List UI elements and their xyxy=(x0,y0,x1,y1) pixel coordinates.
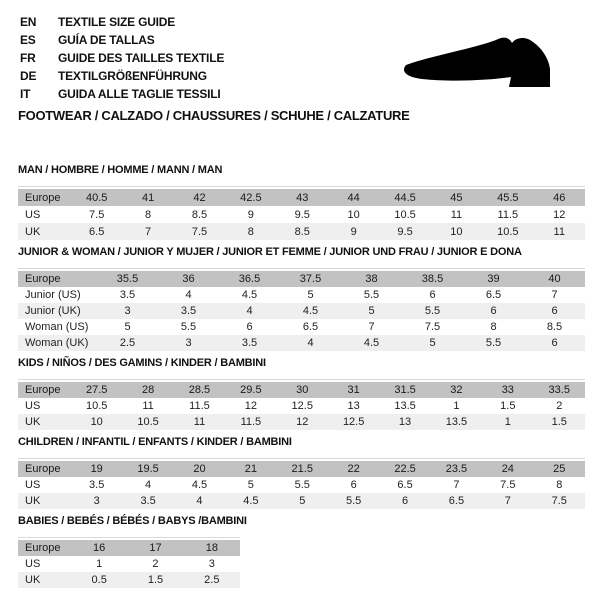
size-row xyxy=(18,414,585,430)
size-value-cell: 8 xyxy=(556,479,563,491)
size-row xyxy=(18,303,585,319)
size-value-cell: 19.5 xyxy=(122,459,173,477)
size-value-cell: 41 xyxy=(122,187,173,206)
size-value-cell: 6.5 xyxy=(302,321,319,333)
size-value-cell: 12.5 xyxy=(328,414,379,430)
size-value-cell: 9 xyxy=(328,223,379,240)
size-value-cell: 4.5 xyxy=(191,479,208,491)
size-value-cell: 20 xyxy=(174,459,225,477)
size-value-cell: 3 xyxy=(208,558,215,570)
size-region-header-row xyxy=(18,538,240,556)
size-value-cell: 5.5 xyxy=(463,335,524,351)
size-value-cell: 5 xyxy=(341,303,402,319)
size-value-cell: 4 xyxy=(145,479,152,491)
junior-woman-size-section xyxy=(18,246,585,351)
size-value-cell: 12.5 xyxy=(291,400,313,412)
row-label: Europe xyxy=(18,538,71,556)
size-value-cell: 11.5 xyxy=(497,208,519,221)
size-value-cell: 12 xyxy=(244,400,257,412)
size-value-cell: 10.5 xyxy=(482,223,533,240)
size-value-cell: 2 xyxy=(556,400,563,412)
size-value-cell: 8 xyxy=(145,208,152,221)
size-value-cell: 6.5 xyxy=(431,493,482,509)
size-row xyxy=(18,335,585,351)
language-code: DE xyxy=(20,69,37,83)
size-value-cell: 21 xyxy=(225,459,276,477)
size-value-cell: 6 xyxy=(524,335,585,351)
language-row-es xyxy=(20,31,224,49)
size-value-cell: 4 xyxy=(280,335,341,351)
size-value-cell: 8.5 xyxy=(546,321,563,333)
man-size-section xyxy=(18,164,585,240)
children-size-table xyxy=(18,458,585,509)
language-label: GUÍA DE TALLAS xyxy=(58,33,155,47)
size-value-cell: 45.5 xyxy=(482,187,533,206)
size-value-cell: 33.5 xyxy=(534,380,585,398)
size-value-cell: 6 xyxy=(379,493,430,509)
size-value-cell: 3.5 xyxy=(122,493,173,509)
size-value-cell: 1 xyxy=(453,400,460,412)
size-value-cell: 1 xyxy=(482,414,533,430)
size-value-cell: 10.5 xyxy=(122,414,173,430)
size-value-cell: 4 xyxy=(174,493,225,509)
size-value-cell: 38.5 xyxy=(402,269,463,287)
row-label: UK xyxy=(18,572,71,588)
size-value-cell: 6.5 xyxy=(397,479,413,491)
size-value-cell: 5 xyxy=(277,493,328,509)
size-region-header-row xyxy=(18,380,585,398)
size-value-cell: 10 xyxy=(71,414,122,430)
size-value-cell: 44.5 xyxy=(379,187,430,206)
size-value-cell: 1.5 xyxy=(127,572,183,588)
row-label: Europe xyxy=(18,187,71,206)
size-value-cell: 31.5 xyxy=(379,380,430,398)
row-label: US xyxy=(25,208,41,221)
size-value-cell: 22 xyxy=(328,459,379,477)
row-label: US xyxy=(25,400,41,412)
size-value-cell: 28.5 xyxy=(174,380,225,398)
section-title: MAN / HOMBRE / HOMME / MANN / MAN xyxy=(18,164,223,176)
size-value-cell: 10 xyxy=(431,223,482,240)
size-value-cell: 12 xyxy=(553,208,566,221)
size-value-cell: 11 xyxy=(534,223,585,240)
size-value-cell: 31 xyxy=(328,380,379,398)
language-row-fr xyxy=(20,49,224,67)
size-row xyxy=(18,319,585,335)
size-value-cell: 40 xyxy=(524,269,585,287)
size-value-cell: 3.5 xyxy=(119,289,136,301)
size-value-cell: 8 xyxy=(225,223,276,240)
size-value-cell: 2.5 xyxy=(97,335,158,351)
size-value-cell: 7.5 xyxy=(174,223,225,240)
size-value-cell: 5 xyxy=(402,335,463,351)
size-value-cell: 21.5 xyxy=(277,459,328,477)
size-value-cell: 7.5 xyxy=(89,208,105,221)
size-value-cell: 13 xyxy=(347,400,360,412)
language-label: TEXTILGRÖßENFÜHRUNG xyxy=(58,69,207,83)
size-value-cell: 4 xyxy=(219,303,280,319)
language-label: TEXTILE SIZE GUIDE xyxy=(58,15,176,29)
size-value-cell: 4 xyxy=(185,289,192,301)
language-code: IT xyxy=(20,87,31,101)
size-value-cell: 36 xyxy=(158,269,219,287)
size-value-cell: 3.5 xyxy=(89,479,105,491)
size-value-cell: 17 xyxy=(127,538,183,556)
row-label: Junior (UK) xyxy=(18,303,97,319)
size-value-cell: 32 xyxy=(431,380,482,398)
size-value-cell: 45 xyxy=(431,187,482,206)
size-value-cell: 7.5 xyxy=(534,493,585,509)
language-code: EN xyxy=(20,15,37,29)
size-value-cell: 11.5 xyxy=(225,414,276,430)
size-value-cell: 11 xyxy=(142,400,154,412)
size-value-cell: 2 xyxy=(152,558,159,570)
size-value-cell: 1.5 xyxy=(534,414,585,430)
shoe-icon xyxy=(398,34,574,92)
size-value-cell: 40.5 xyxy=(71,187,122,206)
size-value-cell: 38 xyxy=(341,269,402,287)
kids-size-section xyxy=(18,357,585,430)
size-value-cell: 24 xyxy=(482,459,533,477)
size-value-cell: 6 xyxy=(350,479,357,491)
size-value-cell: 7.5 xyxy=(424,321,441,333)
size-value-cell: 5.5 xyxy=(402,303,463,319)
row-label: Woman (US) xyxy=(25,321,89,333)
size-tables xyxy=(18,164,585,594)
row-label: US xyxy=(25,479,41,491)
size-value-cell: 9.5 xyxy=(294,208,310,221)
row-label: Europe xyxy=(18,380,71,398)
language-label: GUIDE DES TAILLES TEXTILE xyxy=(58,51,225,65)
size-value-cell: 6.5 xyxy=(71,223,122,240)
size-value-cell: 4.5 xyxy=(280,303,341,319)
size-value-cell: 28 xyxy=(122,380,173,398)
size-value-cell: 30 xyxy=(277,380,328,398)
row-label: US xyxy=(25,558,41,570)
size-value-cell: 9.5 xyxy=(379,223,430,240)
size-value-cell: 5.5 xyxy=(328,493,379,509)
size-value-cell: 11.5 xyxy=(189,400,210,412)
size-value-cell: 25 xyxy=(534,459,585,477)
size-value-cell: 33 xyxy=(482,380,533,398)
size-value-cell: 37.5 xyxy=(280,269,341,287)
size-value-cell: 6.5 xyxy=(485,289,502,301)
section-title: JUNIOR & WOMAN / JUNIOR Y MUJER / JUNIOR ET FEMME / JUNIOR UND FRAU / JUNIOR E DONA xyxy=(18,246,522,258)
size-row xyxy=(18,223,585,240)
size-value-cell: 3.5 xyxy=(219,335,280,351)
size-value-cell: 44 xyxy=(328,187,379,206)
row-label: Europe xyxy=(18,459,71,477)
size-row xyxy=(18,206,585,223)
size-value-cell: 5 xyxy=(307,289,314,301)
row-label: UK xyxy=(18,223,71,240)
size-value-cell: 10.5 xyxy=(85,400,108,412)
size-row xyxy=(18,572,240,588)
size-value-cell: 8.5 xyxy=(191,208,208,221)
size-value-cell: 1.5 xyxy=(500,400,516,412)
section-title: BABIES / BEBÉS / BÉBÉS / BABYS /BAMBINI xyxy=(18,515,247,527)
size-value-cell: 5 xyxy=(247,479,254,491)
size-value-cell: 7 xyxy=(482,493,533,509)
size-row xyxy=(18,287,585,303)
babies-size-section xyxy=(18,515,585,588)
size-value-cell: 4.5 xyxy=(241,289,258,301)
size-value-cell: 36.5 xyxy=(219,269,280,287)
size-value-cell: 11 xyxy=(174,414,225,430)
row-label: Europe xyxy=(18,269,97,287)
size-value-cell: 19 xyxy=(71,459,122,477)
size-value-cell: 4.5 xyxy=(225,493,276,509)
size-value-cell: 3 xyxy=(158,335,219,351)
size-value-cell: 43 xyxy=(277,187,328,206)
size-value-cell: 3 xyxy=(97,303,158,319)
size-value-cell: 4.5 xyxy=(341,335,402,351)
size-value-cell: 5.5 xyxy=(294,479,310,491)
size-value-cell: 11 xyxy=(450,208,463,221)
size-value-cell: 2.5 xyxy=(184,572,240,588)
size-value-cell: 3.5 xyxy=(158,303,219,319)
size-value-cell: 5.5 xyxy=(363,289,380,301)
size-value-cell: 9 xyxy=(247,208,254,221)
size-value-cell: 8.5 xyxy=(277,223,328,240)
row-label: Woman (UK) xyxy=(18,335,97,351)
size-value-cell: 42.5 xyxy=(225,187,276,206)
size-value-cell: 42 xyxy=(174,187,225,206)
babies-size-table xyxy=(18,537,240,588)
size-value-cell: 6 xyxy=(246,321,253,333)
size-value-cell: 46 xyxy=(534,187,585,206)
size-region-header-row xyxy=(18,459,585,477)
size-value-cell: 23.5 xyxy=(431,459,482,477)
language-row-en xyxy=(20,13,224,31)
language-row-de xyxy=(20,67,224,85)
size-value-cell: 6 xyxy=(524,303,585,319)
language-code: ES xyxy=(20,33,36,47)
language-row-it xyxy=(20,85,224,103)
size-value-cell: 16 xyxy=(71,538,127,556)
size-region-header-row xyxy=(18,269,585,287)
size-region-header-row xyxy=(18,187,585,206)
size-value-cell: 7 xyxy=(453,479,460,491)
language-label: GUIDA ALLE TAGLIE TESSILI xyxy=(58,87,221,101)
children-size-section xyxy=(18,436,585,509)
size-value-cell: 10.5 xyxy=(394,208,416,221)
row-label: UK xyxy=(18,493,71,509)
kids-size-table xyxy=(18,379,585,430)
size-value-cell: 12 xyxy=(277,414,328,430)
size-value-cell: 35.5 xyxy=(97,269,158,287)
size-value-cell: 5.5 xyxy=(180,321,197,333)
row-label: UK xyxy=(18,414,71,430)
row-label: Junior (US) xyxy=(25,289,81,301)
size-value-cell: 6 xyxy=(429,289,436,301)
size-value-cell: 5 xyxy=(124,321,131,333)
section-title: CHILDREN / INFANTIL / ENFANTS / KINDER / BAMBINI xyxy=(18,436,292,448)
size-value-cell: 3 xyxy=(71,493,122,509)
size-value-cell: 13 xyxy=(379,414,430,430)
size-value-cell: 7 xyxy=(122,223,173,240)
size-value-cell: 22.5 xyxy=(379,459,430,477)
language-title-block xyxy=(20,13,224,103)
size-row xyxy=(18,493,585,509)
size-value-cell: 0.5 xyxy=(71,572,127,588)
size-row xyxy=(18,398,585,414)
size-value-cell: 6 xyxy=(463,303,524,319)
size-value-cell: 18 xyxy=(184,538,240,556)
size-value-cell: 10 xyxy=(347,208,360,221)
size-value-cell: 13.5 xyxy=(394,400,416,412)
section-title: KIDS / NIÑOS / DES GAMINS / KINDER / BAMBINI xyxy=(18,357,266,369)
category-title: FOOTWEAR / CALZADO / CHAUSSURES / SCHUHE / CALZATURE xyxy=(18,108,410,123)
size-value-cell: 7.5 xyxy=(500,479,516,491)
size-value-cell: 27.5 xyxy=(71,380,122,398)
size-value-cell: 1 xyxy=(96,558,103,570)
man-size-table xyxy=(18,186,585,240)
size-value-cell: 29.5 xyxy=(225,380,276,398)
language-code: FR xyxy=(20,51,36,65)
size-value-cell: 7 xyxy=(368,321,375,333)
size-row xyxy=(18,477,585,493)
size-value-cell: 7 xyxy=(551,289,558,301)
junior-woman-size-table xyxy=(18,268,585,351)
size-value-cell: 13.5 xyxy=(431,414,482,430)
size-value-cell: 39 xyxy=(463,269,524,287)
size-row xyxy=(18,556,240,572)
size-value-cell: 8 xyxy=(490,321,497,333)
